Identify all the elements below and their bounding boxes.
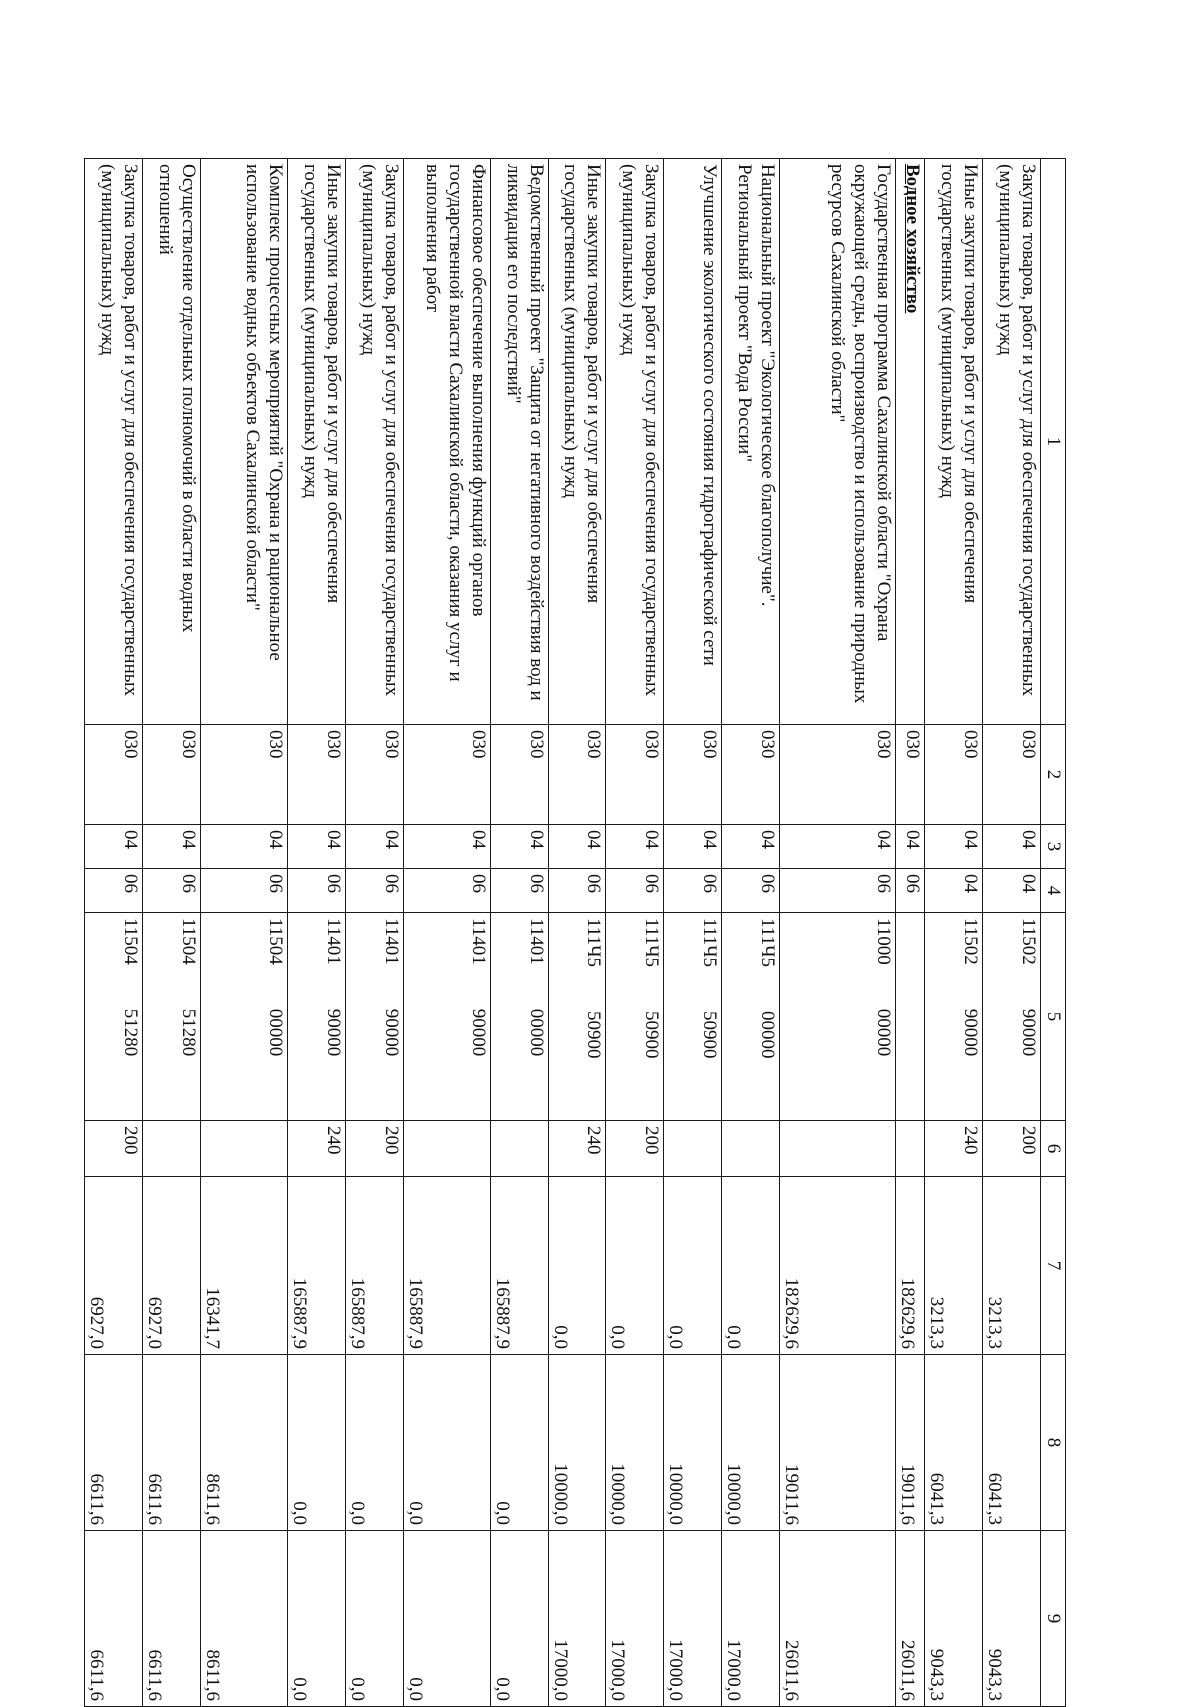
table-row [142, 159, 200, 1707]
admin-code-cell: 030 [142, 725, 200, 825]
admin-code-cell: 030 [896, 725, 925, 825]
admin-code-cell: 030 [664, 725, 722, 825]
amount-year2-cell: 6611,6 [85, 1355, 143, 1531]
target-article-program: 111Ч5 [757, 918, 779, 967]
expense-type-cell: 240 [287, 1121, 345, 1177]
target-article-cell [983, 913, 1041, 1121]
header-col-2: 2 [1041, 725, 1066, 825]
header-col-8: 8 [1041, 1355, 1066, 1531]
subsection-cell: 06 [287, 869, 345, 913]
amount-year1-cell: 0,0 [606, 1177, 664, 1355]
section-cell: 04 [403, 825, 490, 869]
subsection-cell: 04 [983, 869, 1041, 913]
amount-year3-cell: 26011,6 [780, 1531, 896, 1707]
row-name-cell: Национальный проект "Экологическое благополучие". Региональный проект "Вода России" [722, 159, 780, 725]
target-article-cell [664, 913, 722, 1121]
section-cell: 04 [85, 825, 143, 869]
amount-year3-cell: 17000,0 [664, 1531, 722, 1707]
expense-type-cell: 200 [606, 1121, 664, 1177]
budget-table-wrapper [84, 158, 1066, 1706]
target-article-direction: 90000 [960, 1008, 982, 1057]
target-article-direction: 90000 [380, 1008, 402, 1057]
target-article-direction: 51280 [177, 1008, 199, 1057]
target-article-cell [200, 913, 287, 1121]
amount-year1-cell: 6927,0 [85, 1177, 143, 1355]
table-row [664, 159, 722, 1707]
header-col-9: 9 [1041, 1531, 1066, 1707]
target-article-direction: 51280 [119, 1008, 141, 1057]
table-row [403, 159, 490, 1707]
section-cell: 04 [664, 825, 722, 869]
target-article-program: 11504 [177, 918, 199, 965]
amount-year1-cell: 16341,7 [200, 1177, 287, 1355]
target-article-cell [85, 913, 143, 1121]
amount-year2-cell: 19011,6 [896, 1355, 925, 1531]
target-article-program: 11401 [467, 918, 489, 965]
amount-year2-cell: 6611,6 [142, 1355, 200, 1531]
subsection-cell: 06 [606, 869, 664, 913]
target-article-direction: 00000 [873, 1008, 895, 1057]
target-article-direction: 90000 [1018, 1008, 1039, 1057]
expense-type-cell: 240 [925, 1121, 983, 1177]
table-row [345, 159, 403, 1707]
target-article-cell [606, 913, 664, 1121]
amount-year3-cell: 6611,6 [85, 1531, 143, 1707]
target-article-cell [490, 913, 548, 1121]
target-article-program: 11504 [264, 918, 286, 965]
target-article-direction: 00000 [757, 1010, 779, 1059]
section-cell: 04 [606, 825, 664, 869]
amount-year1-cell: 0,0 [664, 1177, 722, 1355]
target-article-direction: 00000 [264, 1008, 286, 1057]
admin-code-cell: 030 [200, 725, 287, 825]
expense-type-cell: 240 [548, 1121, 606, 1177]
amount-year2-cell: 10000,0 [664, 1355, 722, 1531]
admin-code-cell: 030 [403, 725, 490, 825]
target-article-cell [403, 913, 490, 1121]
amount-year3-cell: 9043,3 [925, 1531, 983, 1707]
expense-type-cell [664, 1121, 722, 1177]
target-article-program: 111Ч5 [641, 918, 663, 967]
amount-year2-cell: 19011,6 [780, 1355, 896, 1531]
section-cell: 04 [490, 825, 548, 869]
target-article-direction: 90000 [322, 1008, 344, 1057]
amount-year3-cell: 0,0 [490, 1531, 548, 1707]
amount-year3-cell: 17000,0 [606, 1531, 664, 1707]
amount-year1-cell: 0,0 [722, 1177, 780, 1355]
target-article-direction: 50900 [699, 1010, 721, 1059]
row-name-cell: Закупка товаров, работ и услуг для обеспечения государственных (муниципальных) нужд [606, 159, 664, 725]
subsection-cell: 06 [490, 869, 548, 913]
subsection-cell: 04 [925, 869, 983, 913]
section-cell: 04 [200, 825, 287, 869]
amount-year2-cell: 0,0 [287, 1355, 345, 1531]
subsection-cell: 06 [896, 869, 925, 913]
amount-year1-cell: 165887,9 [490, 1177, 548, 1355]
expense-type-cell [896, 1121, 925, 1177]
section-cell: 04 [287, 825, 345, 869]
amount-year3-cell: 8611,6 [200, 1531, 287, 1707]
table-row [490, 159, 548, 1707]
amount-year1-cell: 3213,3 [983, 1177, 1041, 1355]
target-article-direction: 50900 [641, 1010, 663, 1059]
table-row [722, 159, 780, 1707]
amount-year1-cell: 165887,9 [403, 1177, 490, 1355]
table-row [780, 159, 896, 1707]
table-row [200, 159, 287, 1707]
admin-code-cell: 030 [85, 725, 143, 825]
target-article-cell [345, 913, 403, 1121]
admin-code-cell: 030 [287, 725, 345, 825]
header-col-3: 3 [1041, 825, 1066, 869]
header-col-1: 1 [1041, 159, 1066, 725]
header-col-5: 5 [1041, 913, 1066, 1121]
amount-year1-cell: 182629,6 [780, 1177, 896, 1355]
row-name-cell: Иные закупки товаров, работ и услуг для обеспечения государственных (муниципальных) нужд [548, 159, 606, 725]
subsection-cell: 06 [85, 869, 143, 913]
amount-year3-cell: 6611,6 [142, 1531, 200, 1707]
row-name-cell: Закупка товаров, работ и услуг для обеспечения государственных (муниципальных) нужд [983, 159, 1041, 725]
amount-year3-cell: 0,0 [403, 1531, 490, 1707]
table-body [85, 159, 1041, 1707]
section-cell: 04 [983, 825, 1041, 869]
table-row [548, 159, 606, 1707]
row-name-cell: Водное хозяйство [896, 159, 925, 725]
target-article-program: 11502 [1018, 918, 1039, 965]
section-cell: 04 [896, 825, 925, 869]
target-article-program: 11401 [380, 918, 402, 965]
expense-type-cell [490, 1121, 548, 1177]
header-col-6: 6 [1041, 1121, 1066, 1177]
amount-year2-cell: 10000,0 [548, 1355, 606, 1531]
target-article-direction: 50900 [583, 1010, 605, 1059]
expense-type-cell [200, 1121, 287, 1177]
target-article-program: 11401 [322, 918, 344, 965]
target-article-program: 111Ч5 [583, 918, 605, 967]
expense-type-cell: 200 [983, 1121, 1041, 1177]
amount-year2-cell: 10000,0 [722, 1355, 780, 1531]
amount-year1-cell: 165887,9 [287, 1177, 345, 1355]
table-row [606, 159, 664, 1707]
amount-year2-cell: 6041,3 [983, 1355, 1041, 1531]
target-article-program: 111Ч5 [699, 918, 721, 967]
expense-type-cell [142, 1121, 200, 1177]
subsection-cell: 06 [664, 869, 722, 913]
subsection-cell: 06 [548, 869, 606, 913]
section-cell: 04 [925, 825, 983, 869]
admin-code-cell: 030 [780, 725, 896, 825]
admin-code-cell: 030 [722, 725, 780, 825]
section-cell: 04 [722, 825, 780, 869]
target-article-cell [722, 913, 780, 1121]
admin-code-cell: 030 [490, 725, 548, 825]
header-col-7: 7 [1041, 1177, 1066, 1355]
subsection-cell: 06 [142, 869, 200, 913]
amount-year3-cell: 0,0 [287, 1531, 345, 1707]
target-article-program: 11000 [873, 918, 895, 965]
amount-year1-cell: 165887,9 [345, 1177, 403, 1355]
expense-type-cell: 200 [85, 1121, 143, 1177]
table-row [896, 159, 925, 1707]
amount-year1-cell: 0,0 [548, 1177, 606, 1355]
amount-year2-cell: 10000,0 [606, 1355, 664, 1531]
row-name-cell: Закупка товаров, работ и услуг для обеспечения государственных (муниципальных) нужд [345, 159, 403, 725]
table-row [85, 159, 143, 1707]
amount-year3-cell: 17000,0 [722, 1531, 780, 1707]
subsection-cell: 06 [722, 869, 780, 913]
subsection-cell: 06 [780, 869, 896, 913]
table-row [983, 159, 1041, 1707]
row-name-cell: Комплекс процессных мероприятий "Охрана и рациональное использование водных объектов Сахалинской области" [200, 159, 287, 725]
target-article-direction: 90000 [467, 1008, 489, 1057]
expense-type-cell [722, 1121, 780, 1177]
target-article-program: 11502 [960, 918, 982, 965]
section-cell: 04 [548, 825, 606, 869]
row-name-cell: Закупка товаров, работ и услуг для обеспечения государственных (муниципальных) нужд [85, 159, 143, 725]
amount-year3-cell: 0,0 [345, 1531, 403, 1707]
admin-code-cell: 030 [925, 725, 983, 825]
amount-year2-cell: 8611,6 [200, 1355, 287, 1531]
section-cell: 04 [780, 825, 896, 869]
table-row [925, 159, 983, 1707]
target-article-cell [925, 913, 983, 1121]
header-col-4: 4 [1041, 869, 1066, 913]
amount-year3-cell: 9043,3 [983, 1531, 1041, 1707]
target-article-cell [896, 913, 925, 1121]
row-name-cell: Финансовое обеспечение выполнения функций органов государственной власти Сахалинской области, оказания услуг и выполнения работ [403, 159, 490, 725]
target-article-cell [780, 913, 896, 1121]
row-name-cell: Государственная программа Сахалинской области "Охрана окружающей среды, воспроизводство и использование природных ресурсов Сахалинской области" [780, 159, 896, 725]
target-article-program: 11504 [119, 918, 141, 965]
target-article-direction: 00000 [525, 1008, 547, 1057]
section-cell: 04 [345, 825, 403, 869]
amount-year2-cell: 0,0 [345, 1355, 403, 1531]
admin-code-cell: 030 [345, 725, 403, 825]
section-cell: 04 [142, 825, 200, 869]
subsection-cell: 06 [200, 869, 287, 913]
row-name-cell: Иные закупки товаров, работ и услуг для обеспечения государственных (муниципальных) нужд [925, 159, 983, 725]
row-name-cell: Ведомственный проект "Защита от негативного воздействия вод и ликвидация его последствий" [490, 159, 548, 725]
target-article-program: 11401 [525, 918, 547, 965]
amount-year3-cell: 17000,0 [548, 1531, 606, 1707]
admin-code-cell: 030 [548, 725, 606, 825]
target-article-cell [548, 913, 606, 1121]
amount-year2-cell: 0,0 [490, 1355, 548, 1531]
amount-year3-cell: 26011,6 [896, 1531, 925, 1707]
admin-code-cell: 030 [606, 725, 664, 825]
target-article-cell [287, 913, 345, 1121]
expense-type-cell [780, 1121, 896, 1177]
row-name-cell: Иные закупки товаров, работ и услуг для обеспечения государственных (муниципальных) нужд [287, 159, 345, 725]
header-row [1041, 159, 1066, 1707]
amount-year1-cell: 3213,3 [925, 1177, 983, 1355]
amount-year1-cell: 6927,0 [142, 1177, 200, 1355]
expense-type-cell [403, 1121, 490, 1177]
amount-year2-cell: 0,0 [403, 1355, 490, 1531]
row-name-cell: Улучшение экологического состояния гидрографической сети [664, 159, 722, 725]
subsection-cell: 06 [403, 869, 490, 913]
subsection-cell: 06 [345, 869, 403, 913]
amount-year1-cell: 182629,6 [896, 1177, 925, 1355]
admin-code-cell: 030 [983, 725, 1041, 825]
target-article-cell [142, 913, 200, 1121]
row-name-cell: Осуществление отдельных полномочий в области водных отношений [142, 159, 200, 725]
amount-year2-cell: 6041,3 [925, 1355, 983, 1531]
table-row [287, 159, 345, 1707]
expense-type-cell: 200 [345, 1121, 403, 1177]
budget-table [84, 158, 1066, 1707]
